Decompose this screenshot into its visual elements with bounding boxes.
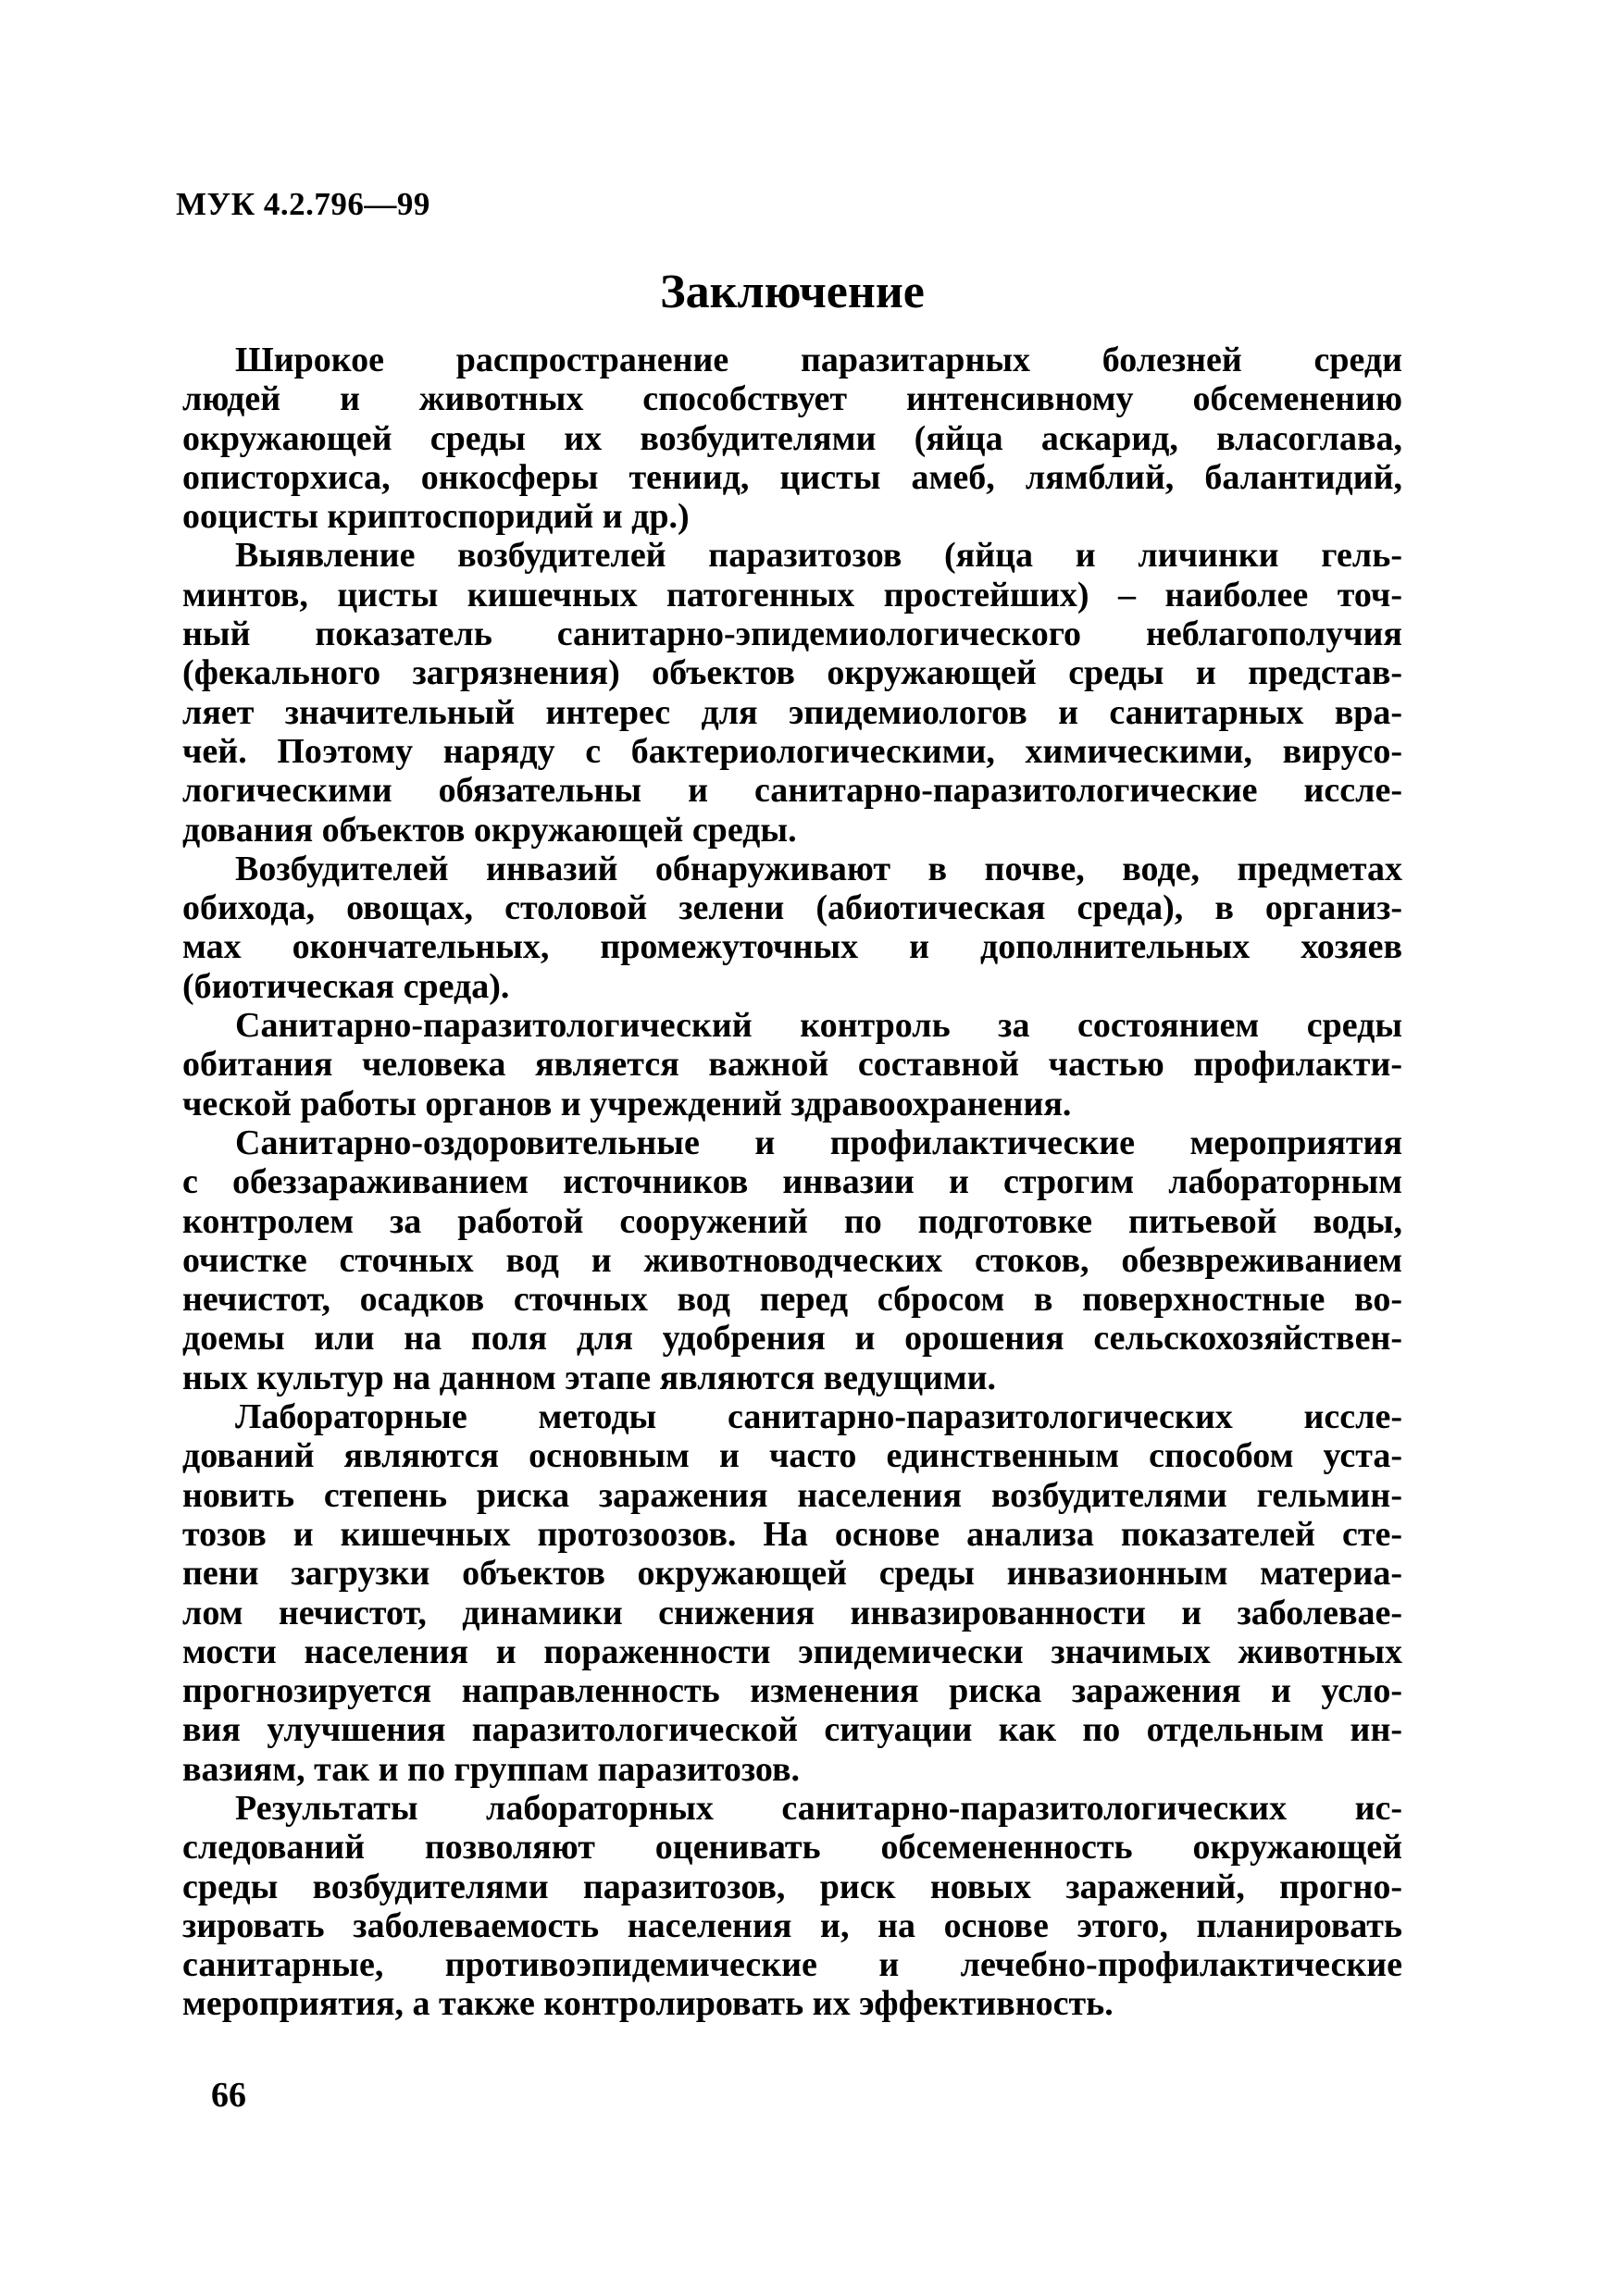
text-line: мости населения и пораженности эпидемически значимых животных [182,1632,1402,1671]
text-line: Широкое распространение паразитарных болезней среди [235,341,1402,379]
text-line: окружающей среды их возбудителями (яйца аскарид, власоглава, [182,418,1402,458]
text-line: мероприятия, а также контролировать их эффективность. [182,1984,1114,2024]
text-line: ооцисты криптоспоридий и др.) [182,497,690,537]
text-line: прогнозируется направленность изменения риска заражения и усло- [182,1671,1402,1711]
text-line: (фекального загрязнения) объектов окружающей среды и представ- [182,653,1402,693]
text-line: Санитарно-оздоровительные и профилактические мероприятия [235,1123,1402,1162]
text-line: чей. Поэтому наряду с бактериологическими, химическими, вирусо- [182,731,1402,771]
text-line: доемы или на поля для удобрения и орошения сельскохозяйствен- [182,1319,1402,1359]
text-line: Выявление возбудителей паразитозов (яйца и личинки гель- [235,536,1402,576]
text-line: дований являются основным и часто единственным способом уста- [182,1436,1402,1476]
page-number: 66 [211,2076,246,2115]
text-line: санитарные, противоэпидемические и лечебно-профилактические [182,1945,1402,1985]
paragraph [182,1789,1402,2024]
text-line: очистке сточных вод и животноводческих стоков, обезвреживанием [182,1240,1402,1280]
paragraph [182,1006,1402,1123]
text-line: лом нечистот, динамики снижения инвазированности и заболевае- [182,1593,1402,1632]
text-line: людей и животных способствует интенсивному обсеменению [182,379,1402,419]
text-line: минтов, цисты кишечных патогенных простейших) – наиболее точ- [182,575,1402,614]
text-line: с обеззараживанием источников инвазии и строгим лабораторным [182,1162,1402,1202]
text-line: Санитарно-паразитологический контроль за состоянием среды [235,1006,1402,1046]
text-line: новить степень риска заражения населения возбудителями гельмин- [182,1475,1402,1515]
text-line: следований позволяют оценивать обсемененность окружающей [182,1828,1402,1868]
text-line: контролем за работой сооружений по подготовке питьевой воды, [182,1201,1402,1241]
text-line: дования объектов окружающей среды. [182,810,797,850]
text-line: мах окончательных, промежуточных и дополнительных хозяев [182,927,1402,967]
text-line: (биотическая среда). [182,966,510,1006]
text-line: описторхиса, онкосферы тениид, цисты амеб, лямблий, балантидий, [182,457,1402,497]
text-line: зировать заболеваемость населения и, на основе этого, планировать [182,1905,1402,1945]
document-code: МУК 4.2.796—99 [176,186,430,222]
text-line: обитания человека является важной составной частью профилакти- [182,1045,1402,1085]
text-line: пени загрузки объектов окружающей среды инвазионным материа- [182,1554,1402,1594]
page-title: Заключение [660,266,925,318]
text-line: Результаты лабораторных санитарно-паразитологических ис- [235,1788,1402,1828]
text-line: вазиям, так и по группам паразитозов. [182,1749,800,1789]
text-line: Лабораторные методы санитарно-паразитологических иссле- [235,1397,1402,1437]
paragraph [182,536,1402,849]
text-line: тозов и кишечных протозоозов. На основе анализа показателей сте- [182,1514,1402,1554]
text-line: обихода, овощах, столовой зелени (абиотическая среда), в организ- [182,888,1402,928]
paragraph [182,341,1402,536]
text-line: нечистот, осадков сточных вод перед сбросом в поверхностные во- [182,1280,1402,1320]
text-line: ных культур на данном этапе являются ведущими. [182,1358,997,1397]
text-line: ляет значительный интерес для эпидемиологов и санитарных вра- [182,692,1402,732]
paragraph [182,1123,1402,1397]
document-body [182,341,1402,2024]
text-line: ный показатель санитарно-эпидемиологического неблагополучия [182,614,1402,654]
paragraph [182,850,1402,1006]
text-line: Возбудителей инвазий обнаруживают в почве, воде, предметах [235,849,1402,888]
paragraph [182,1397,1402,1789]
text-line: вия улучшения паразитологической ситуации как по отдельным ин- [182,1710,1402,1750]
text-line: логическими обязательны и санитарно-паразитологические иссле- [182,771,1402,811]
text-line: ческой работы органов и учреждений здравоохранения. [182,1084,1072,1123]
text-line: среды возбудителями паразитозов, риск новых заражений, прогно- [182,1867,1402,1906]
